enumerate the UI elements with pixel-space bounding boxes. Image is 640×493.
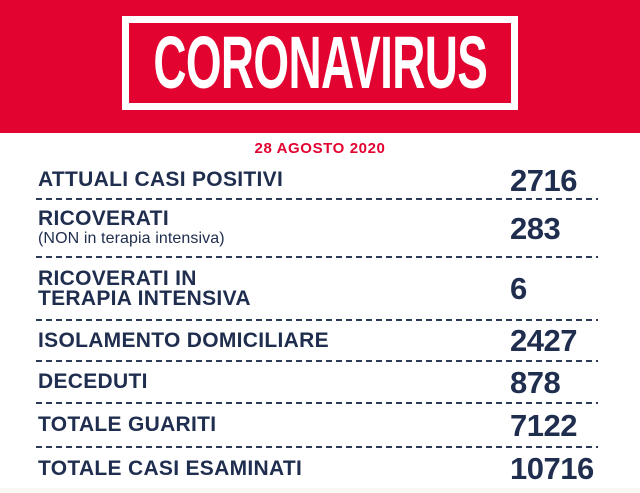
stats-table — [0, 162, 640, 489]
table-row — [0, 200, 640, 256]
table-row — [0, 162, 640, 198]
row-value: 2716 — [510, 162, 577, 198]
row-value: 283 — [510, 210, 561, 246]
table-row — [0, 321, 640, 360]
row-label-line2: TERAPIA INTENSIVA — [38, 286, 251, 310]
table-row — [0, 404, 640, 446]
coronavirus-logo-frame — [122, 16, 518, 110]
row-label: ATTUALI CASI POSITIVI — [38, 168, 284, 191]
page-title: CORONAVIRUS — [153, 21, 487, 104]
row-label: TOTALE CASI ESAMINATI — [38, 456, 303, 480]
row-label: TOTALE GUARITI — [38, 413, 217, 436]
table-row — [0, 258, 640, 319]
table-row — [0, 362, 640, 402]
bottom-edge-strip — [0, 488, 640, 493]
row-label-line1: RICOVERATI IN — [38, 266, 197, 290]
row-label: DECEDUTI — [38, 370, 148, 393]
row-label: RICOVERATI — [38, 207, 169, 230]
row-value: 6 — [510, 271, 527, 306]
row-sublabel: (NON in terapia intensiva) — [38, 230, 225, 247]
row-value: 878 — [510, 364, 561, 400]
row-label: ISOLAMENTO DOMICILIARE — [38, 328, 329, 352]
table-row — [0, 448, 640, 489]
date-bar — [0, 133, 640, 162]
header-banner — [0, 0, 640, 133]
report-date: 28 AGOSTO 2020 — [254, 140, 386, 157]
row-value: 2427 — [510, 323, 577, 358]
row-value: 7122 — [510, 407, 577, 443]
row-value: 10716 — [510, 451, 594, 486]
